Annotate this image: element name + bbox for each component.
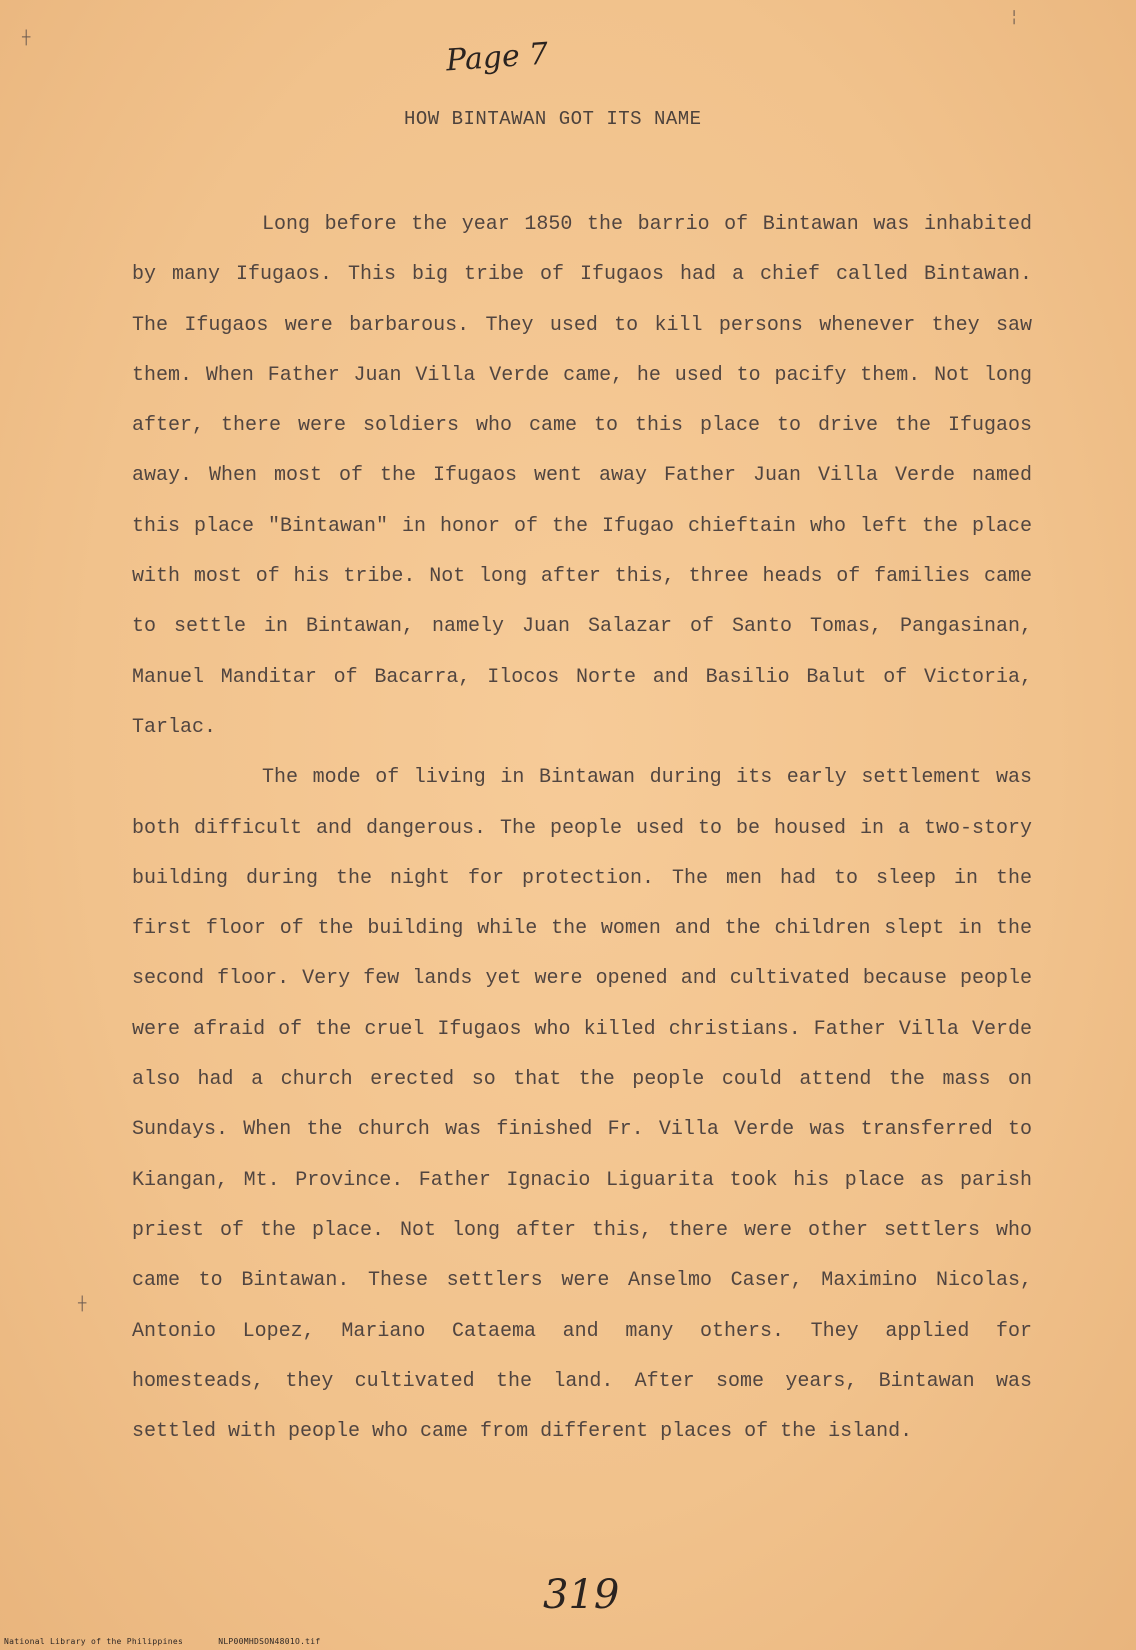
punch-mark: ┼	[78, 1296, 87, 1312]
page-label: Page 7	[444, 36, 550, 79]
punch-mark: ┼	[22, 30, 31, 46]
document-title: HOW BINTAWAN GOT ITS NAME	[404, 108, 702, 130]
paragraph-1: Long before the year 1850 the barrio of Bintawan was inhabited by many Ifugaos. This big tribe of Ifugaos had a chief called Bintawan. The Ifugaos were barbarous. They used to kill persons whenever they saw them. When Father Juan Villa Verde came, he used to pacify them. Not long after, there were soldiers who came to this place to drive the Ifugaos away. When most of the Ifugaos went away Father Juan Villa Verde named this place "Bintawan" in honor of the Ifugao chieftain who left the place with most of his tribe. Not long after this, three heads of families came to settle in Bintawan, namely Juan Salazar of Santo Tomas, Pangasinan, Manuel Manditar of Bacarra, Ilocos Norte and Basilio Balut of Victoria, Tarlac.	[132, 213, 1032, 739]
punch-mark: ╎	[1010, 11, 1019, 27]
archive-page-number: 319	[543, 1572, 620, 1618]
footer-file-id: NLP00MHDSON4801O.tif	[218, 1637, 321, 1646]
paragraph-2: The mode of living in Bintawan during its early settlement was both difficult and dangerous. The people used to be housed in a two-story building during the night for protection. The men had to sleep in the first floor of the building while the women and the children slept in the second floor. Very few lands yet were opened and cultivated because people were afraid of the cruel Ifugaos who killed christians. Father Villa Verde also had a church erected so that the people could attend the mass on Sundays. When the church was finished Fr. Villa Verde was transferred to Kiangan, Mt. Province. Father Ignacio Liguarita took his place as parish priest of the place. Not long after this, there were other settlers who came to Bintawan. These settlers were Anselmo Caser, Maximino Nicolas, Antonio Lopez, Mariano Cataema and many others. They applied for homesteads, they cultivated the land. After some years, Bintawan was settled with people who came from different places of the island.	[132, 766, 1032, 1444]
footer	[4, 1637, 351, 1646]
body-text	[132, 200, 1032, 1457]
footer-library: National Library of the Philippines	[4, 1637, 184, 1646]
